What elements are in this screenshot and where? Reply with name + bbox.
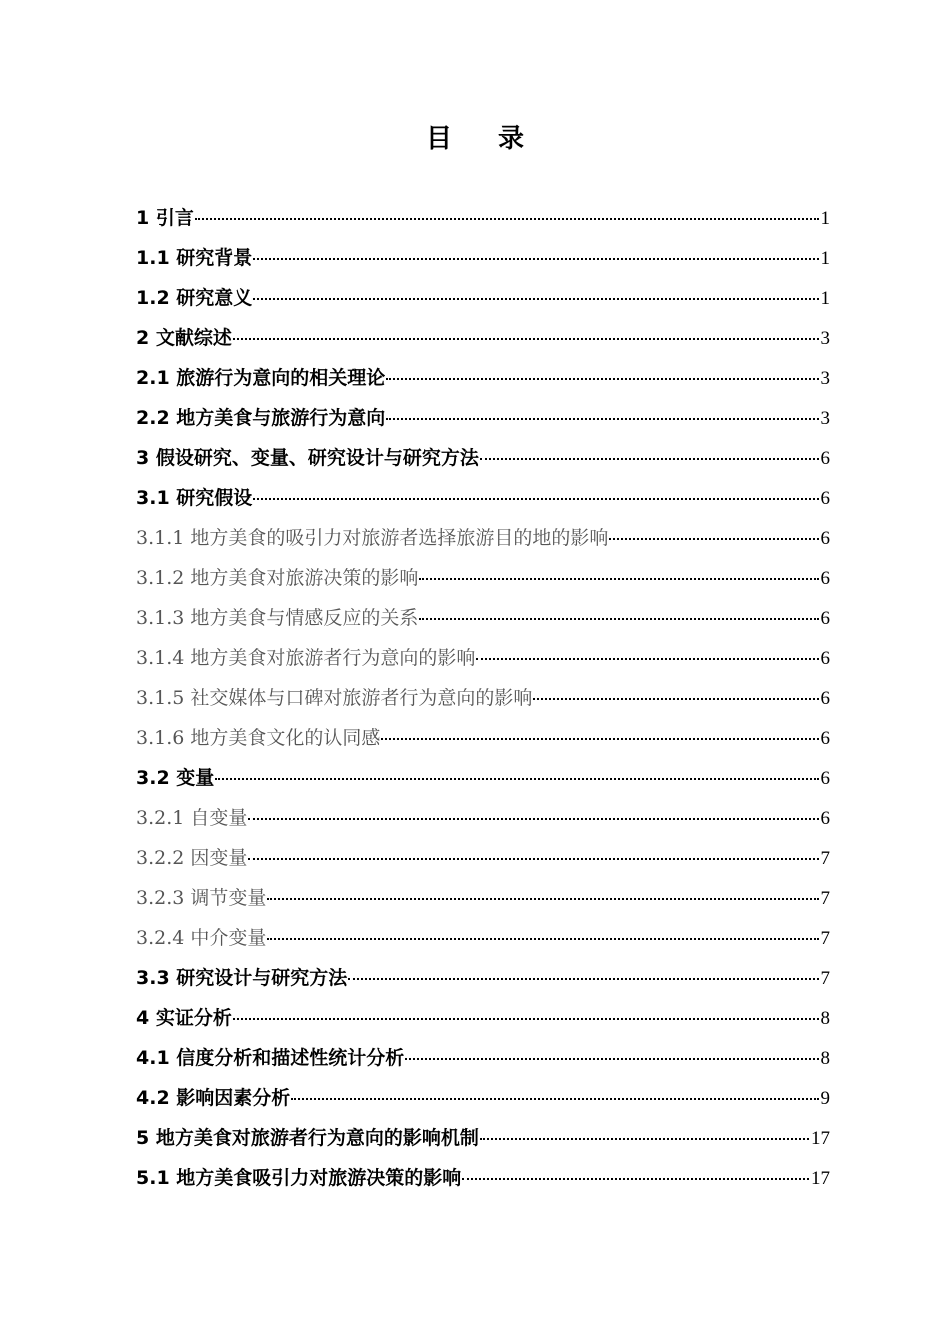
toc-page-number: 8 — [820, 1048, 830, 1069]
toc-entry[interactable] — [136, 398, 830, 438]
toc-page-number: 9 — [820, 1088, 830, 1109]
toc-page-number: 1 — [820, 248, 830, 269]
toc-entry-label: 4 实证分析 — [136, 1007, 232, 1029]
toc-page-number: 6 — [820, 448, 830, 469]
toc-entry-label: 5 地方美食对旅游者行为意向的影响机制 — [136, 1127, 479, 1149]
toc-leader-dots — [405, 1058, 818, 1060]
toc-entry-label: 1.1 研究背景 — [136, 247, 253, 269]
toc-page-number: 1 — [820, 288, 830, 309]
toc-leader-dots — [462, 1178, 809, 1180]
toc-leader-dots — [348, 978, 818, 980]
toc-entry-label: 3.1.2 地方美食对旅游决策的影响 — [136, 567, 419, 589]
toc-page-number: 7 — [820, 928, 830, 949]
toc-entry-label: 4.2 影响因素分析 — [136, 1087, 291, 1109]
toc-leader-dots — [291, 1098, 818, 1100]
toc-page-number: 6 — [820, 488, 830, 509]
toc-entry[interactable] — [136, 878, 830, 918]
toc-leader-dots — [267, 938, 818, 940]
toc-entry-label: 2 文献综述 — [136, 327, 232, 349]
toc-leader-dots — [253, 498, 818, 500]
toc-entry[interactable] — [136, 1038, 830, 1078]
toc-page-number: 1 — [820, 208, 830, 229]
toc-entry[interactable] — [136, 958, 830, 998]
toc-leader-dots — [476, 658, 818, 660]
page-title — [0, 118, 950, 155]
toc-entry[interactable] — [136, 598, 830, 638]
toc-page-number: 6 — [820, 728, 830, 749]
toc-entry-label: 2.2 地方美食与旅游行为意向 — [136, 407, 386, 429]
toc-entry[interactable] — [136, 278, 830, 318]
toc-page-number: 6 — [820, 688, 830, 709]
toc-leader-dots — [480, 458, 819, 460]
table-of-contents — [136, 198, 830, 1198]
toc-entry-label: 1 引言 — [136, 207, 194, 229]
toc-leader-dots — [253, 298, 818, 300]
toc-page-number: 6 — [820, 568, 830, 589]
toc-entry[interactable] — [136, 1158, 830, 1198]
toc-entry[interactable] — [136, 198, 830, 238]
toc-page-number: 6 — [820, 608, 830, 629]
toc-leader-dots — [233, 1018, 819, 1020]
toc-entry-label: 4.1 信度分析和描述性统计分析 — [136, 1047, 405, 1069]
toc-entry[interactable] — [136, 1118, 830, 1158]
toc-leader-dots — [419, 618, 818, 620]
toc-page-number: 6 — [820, 768, 830, 789]
toc-leader-dots — [386, 378, 818, 380]
title-char: 目 — [425, 124, 452, 154]
toc-entry[interactable] — [136, 558, 830, 598]
toc-entry[interactable] — [136, 998, 830, 1038]
toc-entry[interactable] — [136, 798, 830, 838]
toc-entry-label: 3.2 变量 — [136, 767, 215, 789]
toc-leader-dots — [609, 538, 818, 540]
toc-entry[interactable] — [136, 638, 830, 678]
toc-entry[interactable] — [136, 678, 830, 718]
toc-entry[interactable] — [136, 918, 830, 958]
toc-entry[interactable] — [136, 758, 830, 798]
toc-entry-label: 3.2.2 因变量 — [136, 847, 248, 869]
toc-entry-label: 3.1 研究假设 — [136, 487, 253, 509]
toc-entry-label: 3.1.3 地方美食与情感反应的关系 — [136, 607, 419, 629]
toc-entry-label: 3.1.6 地方美食文化的认同感 — [136, 727, 381, 749]
toc-leader-dots — [533, 698, 818, 700]
toc-entry-label: 3.3 研究设计与研究方法 — [136, 967, 348, 989]
toc-entry-label: 3.2.3 调节变量 — [136, 887, 267, 909]
toc-entry-label: 1.2 研究意义 — [136, 287, 253, 309]
toc-page-number: 3 — [820, 328, 830, 349]
toc-entry-label: 3 假设研究、变量、研究设计与研究方法 — [136, 447, 479, 469]
toc-entry[interactable] — [136, 838, 830, 878]
toc-page-number: 7 — [820, 968, 830, 989]
toc-leader-dots — [248, 818, 818, 820]
toc-entry[interactable] — [136, 478, 830, 518]
toc-entry[interactable] — [136, 1078, 830, 1118]
toc-page-number: 6 — [820, 528, 830, 549]
title-char: 录 — [498, 124, 525, 154]
toc-page-number: 3 — [820, 408, 830, 429]
toc-page-number: 7 — [820, 888, 830, 909]
toc-page-number: 6 — [820, 808, 830, 829]
toc-entry[interactable] — [136, 438, 830, 478]
toc-page-number: 3 — [820, 368, 830, 389]
toc-page-number: 8 — [820, 1008, 830, 1029]
toc-page-number: 6 — [820, 648, 830, 669]
toc-entry-label: 3.2.1 自变量 — [136, 807, 248, 829]
toc-leader-dots — [381, 738, 818, 740]
toc-entry[interactable] — [136, 358, 830, 398]
toc-leader-dots — [233, 338, 819, 340]
toc-entry[interactable] — [136, 518, 830, 558]
toc-entry[interactable] — [136, 238, 830, 278]
toc-entry-label: 3.1.4 地方美食对旅游者行为意向的影响 — [136, 647, 476, 669]
toc-entry-label: 3.1.1 地方美食的吸引力对旅游者选择旅游目的地的影响 — [136, 527, 609, 549]
toc-entry-label: 3.1.5 社交媒体与口碑对旅游者行为意向的影响 — [136, 687, 533, 709]
toc-entry-label: 5.1 地方美食吸引力对旅游决策的影响 — [136, 1167, 462, 1189]
toc-leader-dots — [419, 578, 818, 580]
toc-leader-dots — [248, 858, 818, 860]
toc-leader-dots — [253, 258, 818, 260]
toc-entry-label: 3.2.4 中介变量 — [136, 927, 267, 949]
toc-leader-dots — [480, 1138, 809, 1140]
toc-entry[interactable] — [136, 718, 830, 758]
toc-entry-label: 2.1 旅游行为意向的相关理论 — [136, 367, 386, 389]
toc-page-number: 17 — [811, 1128, 830, 1149]
toc-page-number: 7 — [820, 848, 830, 869]
toc-page-number: 17 — [811, 1168, 830, 1189]
toc-leader-dots — [267, 898, 818, 900]
toc-leader-dots — [215, 778, 818, 780]
toc-entry[interactable] — [136, 318, 830, 358]
toc-leader-dots — [386, 418, 818, 420]
toc-leader-dots — [195, 218, 819, 220]
